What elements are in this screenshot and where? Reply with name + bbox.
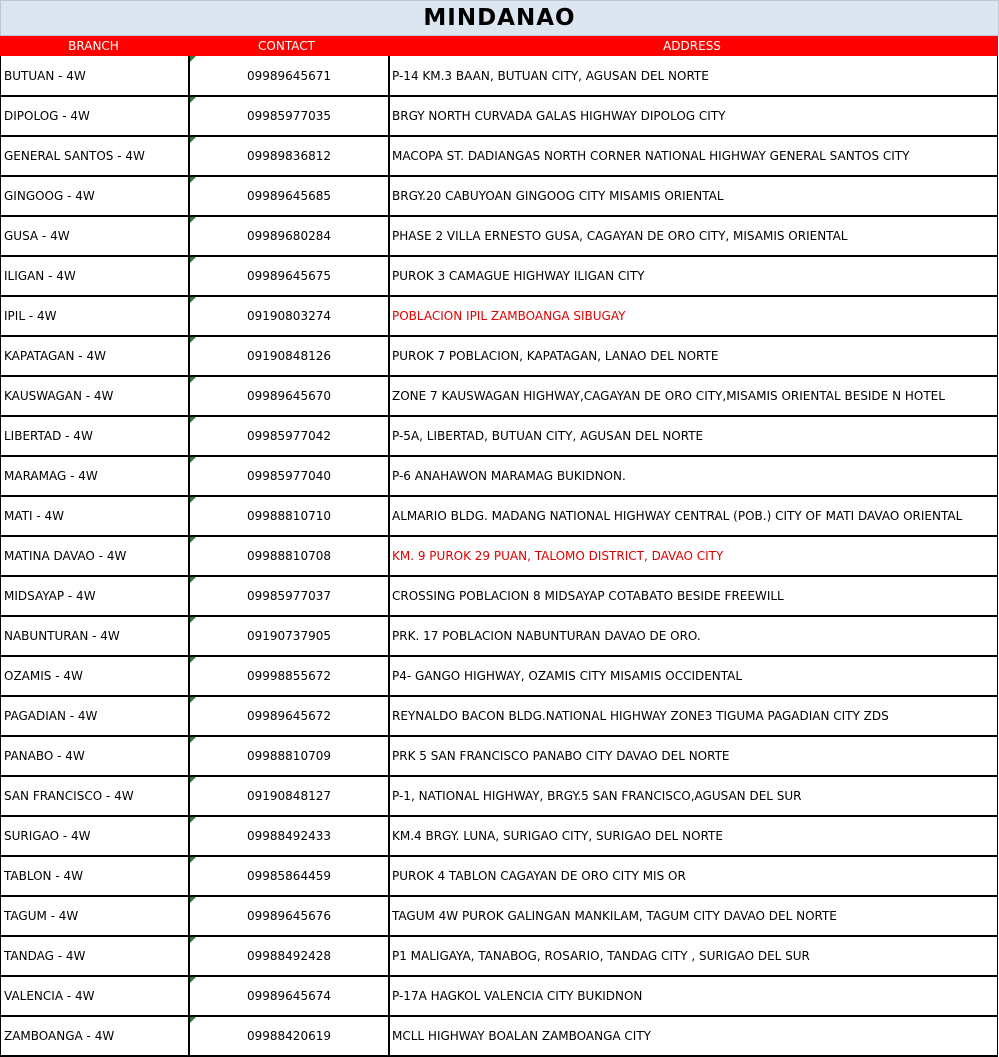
table-row xyxy=(0,56,998,97)
branch-cell[interactable]: LIBERTAD - 4W xyxy=(0,417,188,455)
branch-cell[interactable]: ILIGAN - 4W xyxy=(0,257,188,295)
address-cell[interactable]: ALMARIO BLDG. MADANG NATIONAL HIGHWAY CENTRAL (POB.) CITY OF MATI DAVAO ORIENTAL xyxy=(388,497,998,535)
cell-comment-indicator-icon xyxy=(190,657,196,663)
cell-comment-indicator-icon xyxy=(190,777,196,783)
address-cell[interactable]: P-5A, LIBERTAD, BUTUAN CITY, AGUSAN DEL NORTE xyxy=(388,417,998,455)
branch-cell[interactable]: GENERAL SANTOS - 4W xyxy=(0,137,188,175)
contact-cell[interactable] xyxy=(188,657,388,695)
contact-number: 09989645672 xyxy=(247,709,331,723)
contact-cell[interactable] xyxy=(188,337,388,375)
contact-cell[interactable] xyxy=(188,897,388,935)
address-cell[interactable]: PUROK 7 POBLACION, KAPATAGAN, LANAO DEL NORTE xyxy=(388,337,998,375)
contact-cell[interactable] xyxy=(188,697,388,735)
sheet-title[interactable]: MINDANAO xyxy=(0,0,999,36)
branch-cell[interactable]: TAGUM - 4W xyxy=(0,897,188,935)
cell-comment-indicator-icon xyxy=(190,417,196,423)
table-row xyxy=(0,257,998,297)
table-row xyxy=(0,1017,998,1057)
cell-comment-indicator-icon xyxy=(190,977,196,983)
header-branch[interactable]: BRANCH xyxy=(68,39,119,53)
cell-comment-indicator-icon xyxy=(190,817,196,823)
cell-comment-indicator-icon xyxy=(190,857,196,863)
contact-number: 09988492433 xyxy=(247,829,331,843)
address-cell[interactable]: PRK. 17 POBLACION NABUNTURAN DAVAO DE ORO. xyxy=(388,617,998,655)
branch-cell[interactable]: VALENCIA - 4W xyxy=(0,977,188,1015)
cell-comment-indicator-icon xyxy=(190,617,196,623)
table-row xyxy=(0,177,998,217)
contact-number: 09985977042 xyxy=(247,429,331,443)
contact-number: 09989645671 xyxy=(247,68,331,83)
table-row xyxy=(0,577,998,617)
contact-cell[interactable] xyxy=(188,977,388,1015)
contact-number: 09989680284 xyxy=(247,229,331,243)
contact-cell[interactable] xyxy=(188,577,388,615)
cell-comment-indicator-icon xyxy=(190,537,196,543)
contact-number: 09988810709 xyxy=(247,749,331,763)
contact-cell[interactable] xyxy=(188,817,388,855)
branch-cell[interactable]: OZAMIS - 4W xyxy=(0,657,188,695)
address-cell[interactable]: TAGUM 4W PUROK GALINGAN MANKILAM, TAGUM CITY DAVAO DEL NORTE xyxy=(388,897,998,935)
address-cell[interactable]: KM. 9 PUROK 29 PUAN, TALOMO DISTRICT, DAVAO CITY xyxy=(388,537,998,575)
contact-number: 09190848126 xyxy=(247,349,331,363)
address-cell[interactable]: REYNALDO BACON BLDG.NATIONAL HIGHWAY ZONE3 TIGUMA PAGADIAN CITY ZDS xyxy=(388,697,998,735)
branch-cell[interactable]: BUTUAN - 4W xyxy=(0,56,188,95)
cell-comment-indicator-icon xyxy=(190,177,196,183)
branch-cell[interactable]: IPIL - 4W xyxy=(0,297,188,335)
table-row xyxy=(0,417,998,457)
cell-comment-indicator-icon xyxy=(190,457,196,463)
cell-comment-indicator-icon xyxy=(190,697,196,703)
branch-cell[interactable]: TANDAG - 4W xyxy=(0,937,188,975)
cell-comment-indicator-icon xyxy=(190,377,196,383)
contact-cell[interactable] xyxy=(188,617,388,655)
address-cell[interactable]: P1 MALIGAYA, TANABOG, ROSARIO, TANDAG CITY , SURIGAO DEL SUR xyxy=(388,937,998,975)
branch-cell[interactable]: PANABO - 4W xyxy=(0,737,188,775)
table-row xyxy=(0,777,998,817)
table-row xyxy=(0,657,998,697)
table-row xyxy=(0,497,998,537)
table-row xyxy=(0,737,998,777)
cell-comment-indicator-icon xyxy=(190,497,196,503)
branch-cell[interactable]: PAGADIAN - 4W xyxy=(0,697,188,735)
contact-number: 09985977037 xyxy=(247,589,331,603)
address-cell[interactable]: PRK 5 SAN FRANCISCO PANABO CITY DAVAO DEL NORTE xyxy=(388,737,998,775)
address-cell[interactable]: MCLL HIGHWAY BOALAN ZAMBOANGA CITY xyxy=(388,1017,998,1055)
address-cell[interactable]: MACOPA ST. DADIANGAS NORTH CORNER NATIONAL HIGHWAY GENERAL SANTOS CITY xyxy=(388,137,998,175)
table-row xyxy=(0,297,998,337)
cell-comment-indicator-icon xyxy=(190,56,196,62)
contact-cell[interactable] xyxy=(188,1017,388,1055)
address-cell[interactable]: PUROK 3 CAMAGUE HIGHWAY ILIGAN CITY xyxy=(388,257,998,295)
contact-cell[interactable] xyxy=(188,97,388,135)
contact-number: 09988810708 xyxy=(247,549,331,563)
table-row xyxy=(0,97,998,137)
contact-number: 09988420619 xyxy=(247,1029,331,1043)
cell-comment-indicator-icon xyxy=(190,937,196,943)
address-cell[interactable]: BRGY NORTH CURVADA GALAS HIGHWAY DIPOLOG CITY xyxy=(388,97,998,135)
branch-cell[interactable]: MARAMAG - 4W xyxy=(0,457,188,495)
branch-cell[interactable]: GUSA - 4W xyxy=(0,217,188,255)
branch-cell[interactable]: NABUNTURAN - 4W xyxy=(0,617,188,655)
table-row xyxy=(0,137,998,177)
branch-cell[interactable]: KAPATAGAN - 4W xyxy=(0,337,188,375)
cell-comment-indicator-icon xyxy=(190,737,196,743)
branch-cell[interactable]: GINGOOG - 4W xyxy=(0,177,188,215)
branch-cell[interactable]: ZAMBOANGA - 4W xyxy=(0,1017,188,1055)
contact-cell[interactable] xyxy=(188,257,388,295)
cell-comment-indicator-icon xyxy=(190,97,196,103)
cell-comment-indicator-icon xyxy=(190,217,196,223)
branch-cell[interactable]: DIPOLOG - 4W xyxy=(0,97,188,135)
contact-number: 09988810710 xyxy=(247,509,331,523)
contact-number: 09190803274 xyxy=(247,309,331,323)
contact-cell[interactable] xyxy=(188,377,388,415)
table-row xyxy=(0,977,998,1017)
contact-cell[interactable] xyxy=(188,857,388,895)
cell-comment-indicator-icon xyxy=(190,897,196,903)
address-cell[interactable]: ZONE 7 KAUSWAGAN HIGHWAY,CAGAYAN DE ORO CITY,MISAMIS ORIENTAL BESIDE N HOTEL xyxy=(388,377,998,415)
table-row xyxy=(0,217,998,257)
contact-cell[interactable] xyxy=(188,177,388,215)
cell-comment-indicator-icon xyxy=(190,137,196,143)
contact-number: 09989645670 xyxy=(247,389,331,403)
table-row xyxy=(0,617,998,657)
contact-cell[interactable] xyxy=(188,537,388,575)
address-cell[interactable]: PUROK 4 TABLON CAGAYAN DE ORO CITY MIS OR xyxy=(388,857,998,895)
branch-cell[interactable]: KAUSWAGAN - 4W xyxy=(0,377,188,415)
table-body xyxy=(0,56,998,1057)
contact-cell[interactable] xyxy=(188,457,388,495)
branch-cell[interactable]: SAN FRANCISCO - 4W xyxy=(0,777,188,815)
contact-number: 09190848127 xyxy=(247,789,331,803)
address-cell[interactable]: CROSSING POBLACION 8 MIDSAYAP COTABATO BESIDE FREEWILL xyxy=(388,577,998,615)
branch-cell[interactable]: MATI - 4W xyxy=(0,497,188,535)
header-contact[interactable]: CONTACT xyxy=(258,39,315,53)
address-cell[interactable]: P-6 ANAHAWON MARAMAG BUKIDNON. xyxy=(388,457,998,495)
contact-number: 09989645675 xyxy=(247,269,331,283)
contact-number: 09998855672 xyxy=(247,669,331,683)
contact-number: 09989645685 xyxy=(247,189,331,203)
table-header xyxy=(0,36,998,56)
contact-number: 09988492428 xyxy=(247,949,331,963)
address-cell[interactable]: P4- GANGO HIGHWAY, OZAMIS CITY MISAMIS OCCIDENTAL xyxy=(388,657,998,695)
header-address[interactable]: ADDRESS xyxy=(663,39,721,53)
table-row xyxy=(0,697,998,737)
branch-cell[interactable]: MIDSAYAP - 4W xyxy=(0,577,188,615)
address-cell[interactable]: P-14 KM.3 BAAN, BUTUAN CITY, AGUSAN DEL NORTE xyxy=(388,56,998,95)
table-row xyxy=(0,337,998,377)
contact-number: 09989645676 xyxy=(247,909,331,923)
table-row xyxy=(0,817,998,857)
contact-cell[interactable] xyxy=(188,497,388,535)
contact-cell[interactable] xyxy=(188,217,388,255)
branch-cell[interactable]: TABLON - 4W xyxy=(0,857,188,895)
contact-cell[interactable] xyxy=(188,56,388,95)
address-cell[interactable]: P-1, NATIONAL HIGHWAY, BRGY.5 SAN FRANCISCO,AGUSAN DEL SUR xyxy=(388,777,998,815)
cell-comment-indicator-icon xyxy=(190,1017,196,1023)
branch-cell[interactable]: MATINA DAVAO - 4W xyxy=(0,537,188,575)
table-row xyxy=(0,937,998,977)
address-cell[interactable]: BRGY.20 CABUYOAN GINGOOG CITY MISAMIS ORIENTAL xyxy=(388,177,998,215)
contact-number: 09985864459 xyxy=(247,869,331,883)
contact-cell[interactable] xyxy=(188,777,388,815)
contact-cell[interactable] xyxy=(188,937,388,975)
contact-number: 09985977035 xyxy=(247,109,331,123)
table-row xyxy=(0,897,998,937)
contact-number: 09985977040 xyxy=(247,469,331,483)
table-row xyxy=(0,857,998,897)
branch-cell[interactable]: SURIGAO - 4W xyxy=(0,817,188,855)
address-cell[interactable]: P-17A HAGKOL VALENCIA CITY BUKIDNON xyxy=(388,977,998,1015)
table-row xyxy=(0,537,998,577)
address-cell[interactable]: POBLACION IPIL ZAMBOANGA SIBUGAY xyxy=(388,297,998,335)
cell-comment-indicator-icon xyxy=(190,257,196,263)
contact-cell[interactable] xyxy=(188,417,388,455)
address-cell[interactable]: PHASE 2 VILLA ERNESTO GUSA, CAGAYAN DE ORO CITY, MISAMIS ORIENTAL xyxy=(388,217,998,255)
contact-number: 09989836812 xyxy=(247,149,331,163)
table-row xyxy=(0,377,998,417)
cell-comment-indicator-icon xyxy=(190,337,196,343)
contact-number: 09190737905 xyxy=(247,629,331,643)
contact-cell[interactable] xyxy=(188,297,388,335)
cell-comment-indicator-icon xyxy=(190,297,196,303)
cell-comment-indicator-icon xyxy=(190,577,196,583)
table-row xyxy=(0,457,998,497)
contact-number: 09989645674 xyxy=(247,989,331,1003)
address-cell[interactable]: KM.4 BRGY. LUNA, SURIGAO CITY, SURIGAO DEL NORTE xyxy=(388,817,998,855)
contact-cell[interactable] xyxy=(188,737,388,775)
contact-cell[interactable] xyxy=(188,137,388,175)
